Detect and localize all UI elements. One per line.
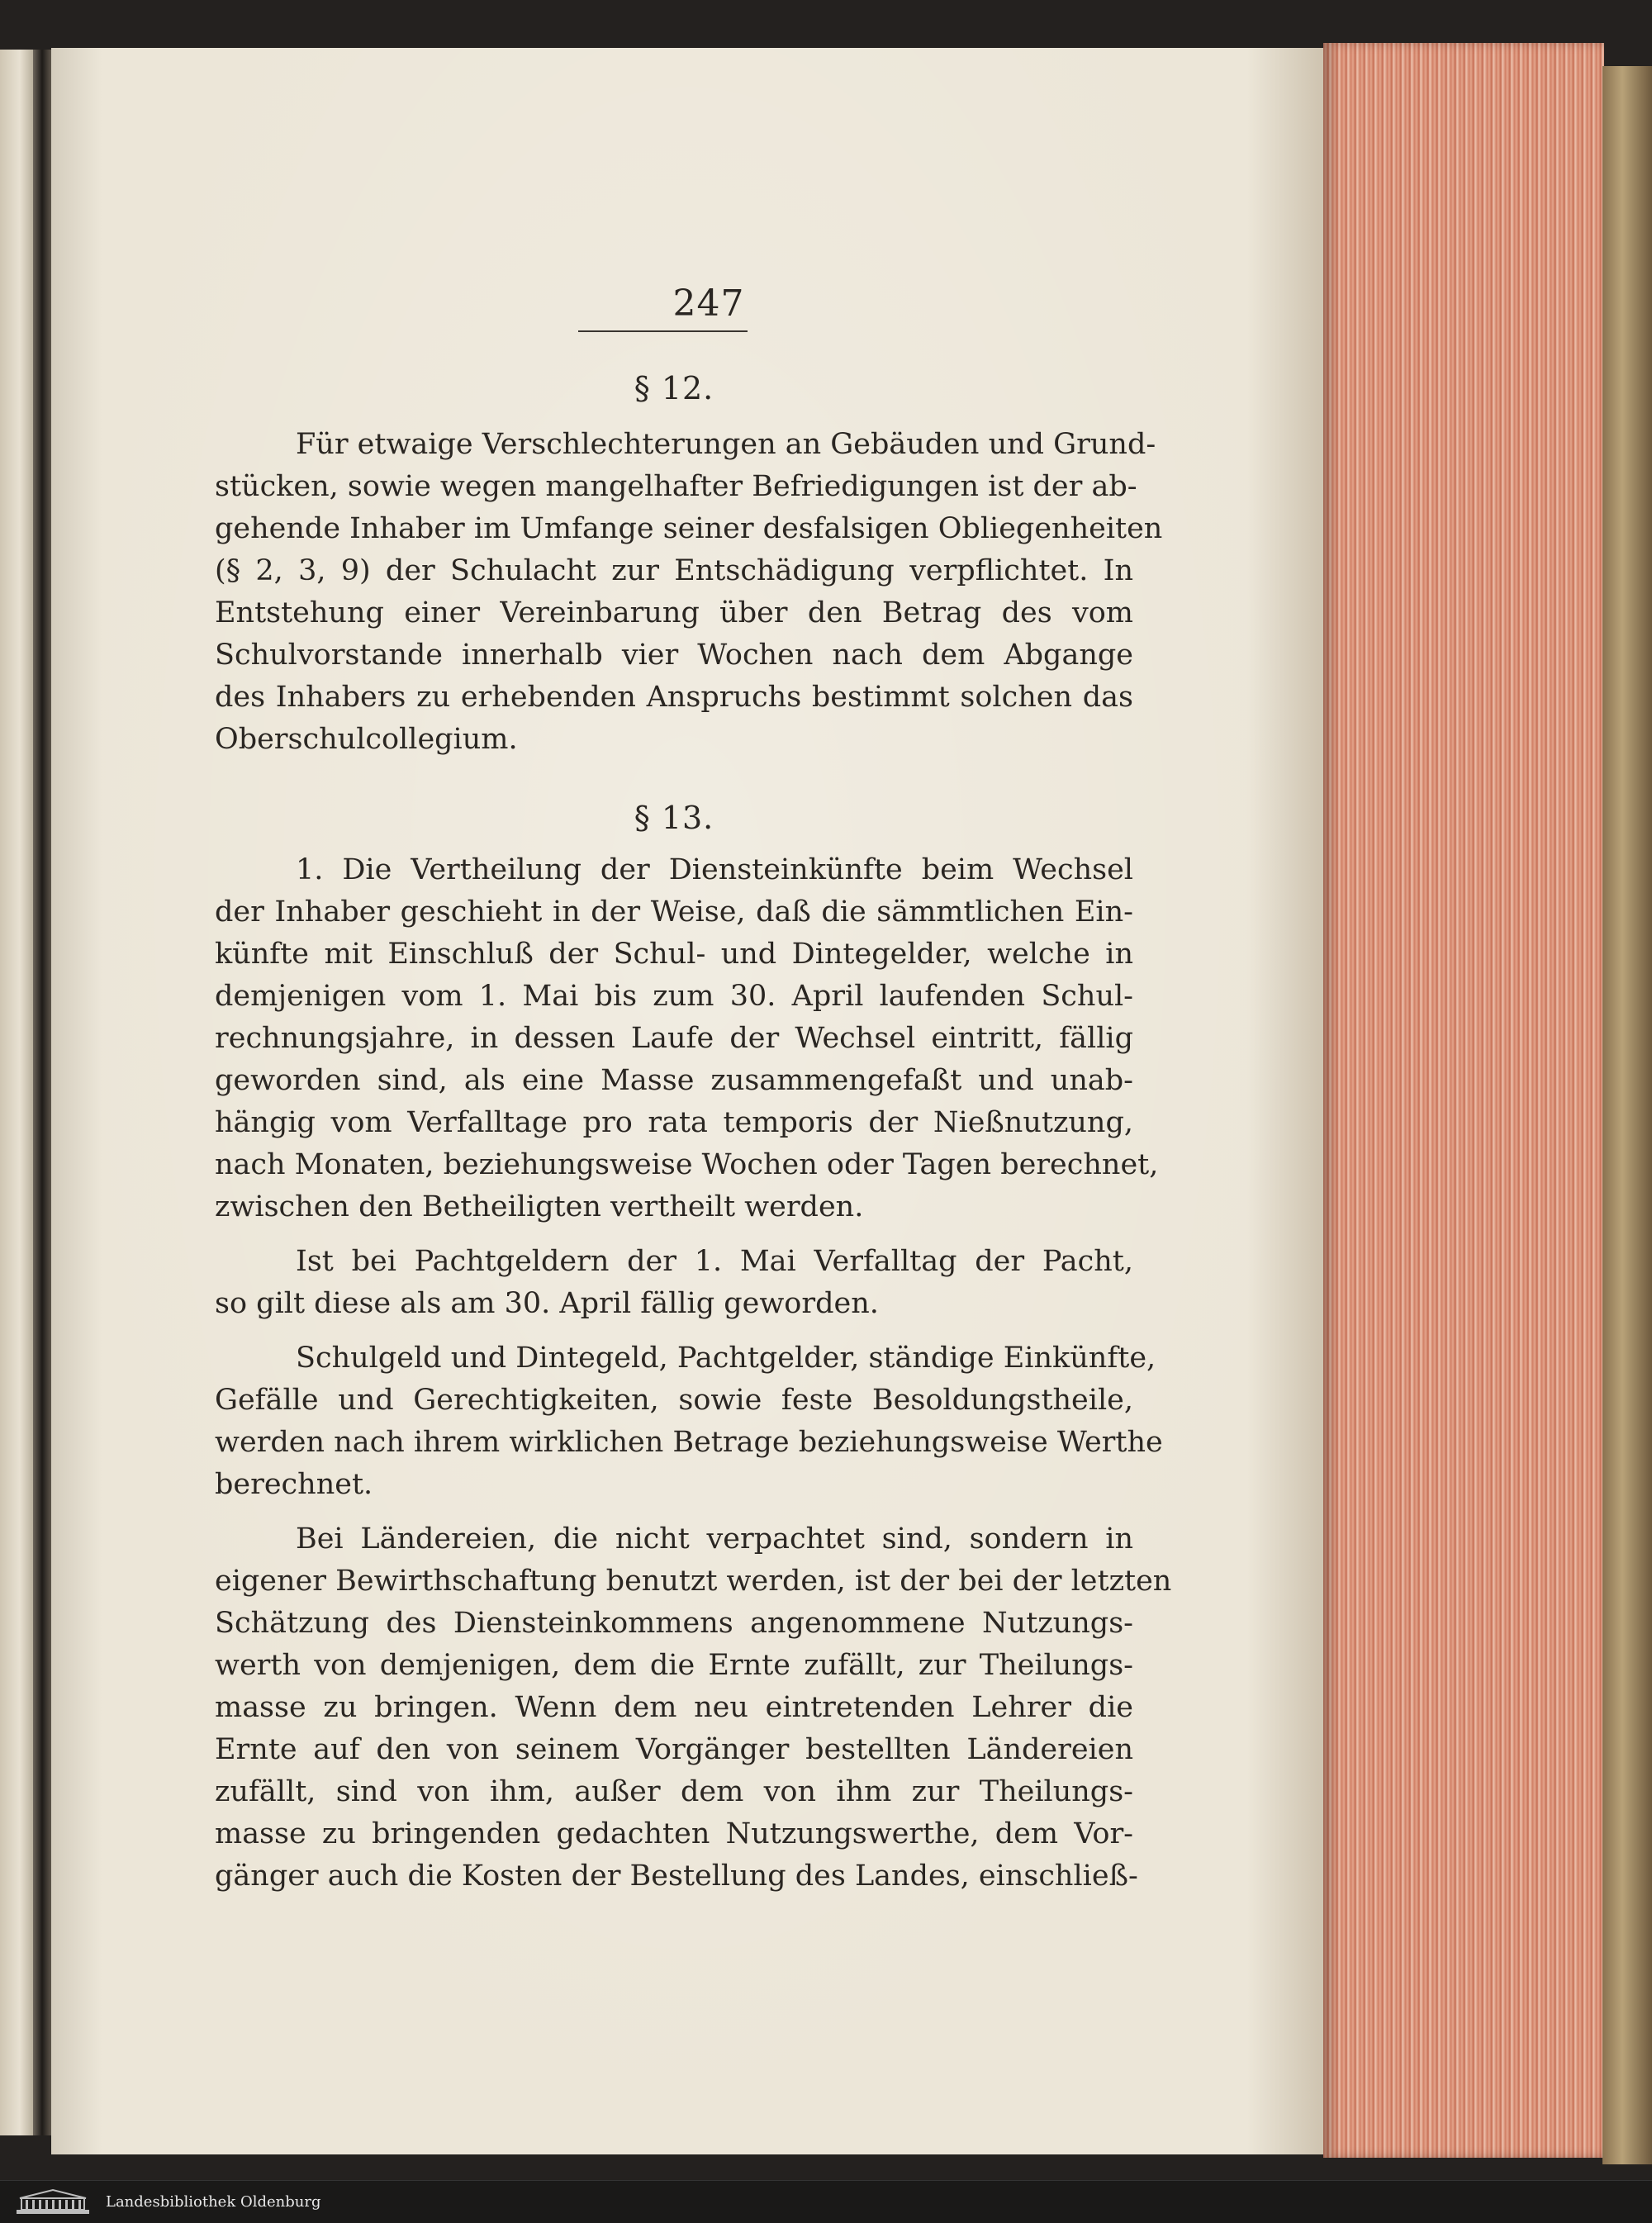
text-line: gänger auch die Kosten der Bestellung des Landes, einschließ- (215, 1860, 1138, 1893)
text-line: demjenigen vom 1. Mai bis zum 30. April laufenden Schul- (215, 980, 1133, 1013)
text-line: Schulgeld und Dintegeld, Pachtgelder, ständige Einkünfte, (296, 1342, 1156, 1375)
text-line: Gefälle und Gerechtigkeiten, sowie feste Besoldungstheile, (215, 1384, 1133, 1417)
library-name: Landesbibliothek Oldenburg (106, 2193, 321, 2211)
text-line: Bei Ländereien, die nicht verpachtet sind, sondern in (296, 1522, 1133, 1556)
text-line: Ist bei Pachtgeldern der 1. Mai Verfalltag der Pacht, (296, 1245, 1133, 1278)
library-footer (0, 2180, 1652, 2223)
text-line: Für etwaige Verschlechterungen an Gebäuden und Grund- (296, 428, 1156, 461)
text-line: so gilt diese als am 30. April fällig geworden. (215, 1287, 879, 1320)
text-line: werth von demjenigen, dem die Ernte zufällt, zur Theilungs- (215, 1649, 1133, 1682)
facing-page-edge (0, 50, 33, 2135)
text-line: eigener Bewirthschaftung benutzt werden, ist der bei der letzten (215, 1565, 1172, 1598)
section-heading-12: § 12. (634, 370, 714, 406)
text-line: Schätzung des Diensteinkommens angenommene Nutzungs- (215, 1607, 1133, 1640)
text-line: hängig vom Verfalltage pro rata temporis der Nießnutzung, (215, 1106, 1133, 1139)
text-line: stücken, sowie wegen mangelhafter Befriedigungen ist der ab- (215, 470, 1137, 503)
book-gutter (33, 50, 51, 2135)
page-number: 247 (672, 283, 745, 325)
section-heading-13: § 13. (634, 800, 714, 836)
text-line: Oberschulcollegium. (215, 723, 518, 756)
text-line: Entstehung einer Vereinbarung über den Betrag des vom (215, 596, 1133, 629)
text-line: rechnungsjahre, in dessen Laufe der Wechsel eintritt, fällig (215, 1022, 1133, 1055)
text-line: geworden sind, als eine Masse zusammengefaßt und unab- (215, 1064, 1133, 1097)
text-line: nach Monaten, beziehungsweise Wochen oder Tagen berechnet, (215, 1148, 1159, 1181)
text-line: masse zu bringen. Wenn dem neu eintretenden Lehrer die (215, 1691, 1133, 1724)
text-line: (§ 2, 3, 9) der Schulacht zur Entschädigung verpflichtet. In (215, 554, 1133, 587)
text-line: künfte mit Einschluß der Schul- und Dintegelder, welche in (215, 938, 1133, 971)
book-page (51, 48, 1323, 2154)
book-cover-edge (1602, 66, 1652, 2164)
text-line: zwischen den Betheiligten vertheilt werden. (215, 1190, 864, 1223)
text-line: des Inhabers zu erhebenden Anspruchs bestimmt solchen das (215, 681, 1133, 714)
page-number-rule (578, 330, 748, 332)
text-line: der Inhaber geschieht in der Weise, daß die sämmtlichen Ein- (215, 895, 1133, 929)
text-line: Ernte auf den von seinem Vorgänger bestellten Ländereien (215, 1733, 1133, 1766)
text-line: 1. Die Vertheilung der Diensteinkünfte beim Wechsel (296, 853, 1133, 886)
text-line: berechnet. (215, 1468, 373, 1501)
text-line: Schulvorstande innerhalb vier Wochen nach dem Abgange (215, 639, 1133, 672)
text-line: gehende Inhaber im Umfange seiner desfalsigen Obliegenheiten (215, 512, 1163, 545)
text-line: werden nach ihrem wirklichen Betrage beziehungsweise Werthe (215, 1426, 1163, 1459)
text-line: zufällt, sind von ihm, außer dem von ihm zur Theilungs- (215, 1775, 1133, 1808)
library-building-icon (15, 2188, 91, 2216)
page-block-edges (1323, 43, 1604, 2158)
text-line: masse zu bringenden gedachten Nutzungswerthe, dem Vor- (215, 1817, 1133, 1850)
